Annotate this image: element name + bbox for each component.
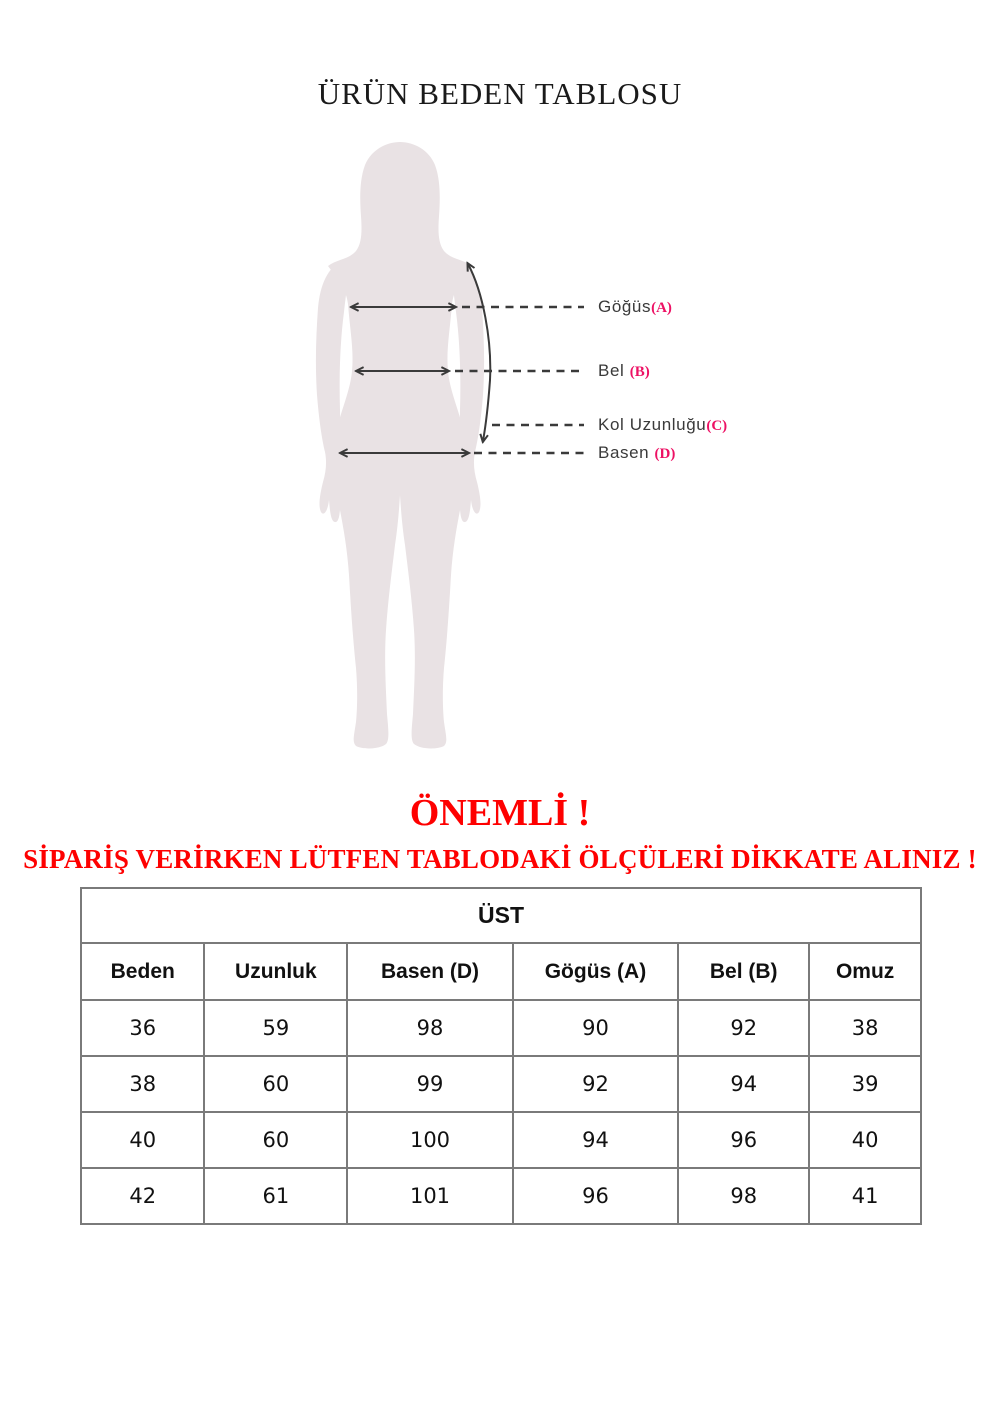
- table-cell: 94: [678, 1056, 809, 1112]
- label-hip-letter: (D): [654, 446, 676, 462]
- label-waist: [598, 361, 650, 382]
- column-header-basen: Basen (D): [347, 943, 512, 1000]
- table-cell: 39: [809, 1056, 921, 1112]
- label-chest-text: Göğüs: [598, 297, 652, 316]
- label-arm-length: [598, 415, 727, 436]
- size-table: [80, 887, 922, 1225]
- table-cell: 94: [513, 1112, 678, 1168]
- table-row: [81, 1168, 921, 1224]
- table-cell: 38: [81, 1056, 204, 1112]
- label-arm-length-text: Kol Uzunluğu: [598, 415, 707, 434]
- table-header-row: [81, 943, 921, 1000]
- column-header-beden: Beden: [81, 943, 204, 1000]
- table-cell: 42: [81, 1168, 204, 1224]
- table-cell: 98: [678, 1168, 809, 1224]
- table-group-header-row: [81, 888, 921, 943]
- label-waist-letter: (B): [629, 364, 650, 380]
- important-heading: ÖNEMLİ !: [409, 792, 591, 834]
- table-cell: 96: [513, 1168, 678, 1224]
- column-header-omuz: Omuz: [809, 943, 921, 1000]
- page-title: ÜRÜN BEDEN TABLOSU: [317, 76, 683, 111]
- label-arm-length-letter: (C): [706, 418, 728, 434]
- table-cell: 92: [513, 1056, 678, 1112]
- column-header-uzunluk: Uzunluk: [204, 943, 347, 1000]
- table-cell: 101: [347, 1168, 512, 1224]
- table-row: [81, 1056, 921, 1112]
- table-cell: 92: [678, 1000, 809, 1056]
- column-header-bel: Bel (B): [678, 943, 809, 1000]
- table-cell: 38: [809, 1000, 921, 1056]
- label-waist-text: Bel: [598, 361, 630, 380]
- table-cell: 40: [809, 1112, 921, 1168]
- label-chest: [598, 297, 672, 318]
- table-cell: 96: [678, 1112, 809, 1168]
- important-subheading: SİPARİŞ VERİRKEN LÜTFEN TABLODAKİ ÖLÇÜLERİ DİKKATE ALINIZ !: [23, 844, 977, 874]
- table-cell: 90: [513, 1000, 678, 1056]
- table-cell: 59: [204, 1000, 347, 1056]
- table-group-header: ÜST: [81, 888, 921, 943]
- body-silhouette: [328, 142, 472, 748]
- table-cell: 60: [204, 1056, 347, 1112]
- table-cell: 99: [347, 1056, 512, 1112]
- table-cell: 100: [347, 1112, 512, 1168]
- table-cell: 60: [204, 1112, 347, 1168]
- label-hip: [598, 443, 675, 464]
- table-cell: 61: [204, 1168, 347, 1224]
- table-row: [81, 1000, 921, 1056]
- table-cell: 41: [809, 1168, 921, 1224]
- table-row: [81, 1112, 921, 1168]
- body-measurement-figure: [0, 140, 1000, 760]
- label-hip-text: Basen: [598, 443, 655, 462]
- label-chest-letter: (A): [651, 300, 672, 316]
- table-cell: 36: [81, 1000, 204, 1056]
- table-cell: 40: [81, 1112, 204, 1168]
- column-header-gogus: Gögüs (A): [513, 943, 678, 1000]
- table-cell: 98: [347, 1000, 512, 1056]
